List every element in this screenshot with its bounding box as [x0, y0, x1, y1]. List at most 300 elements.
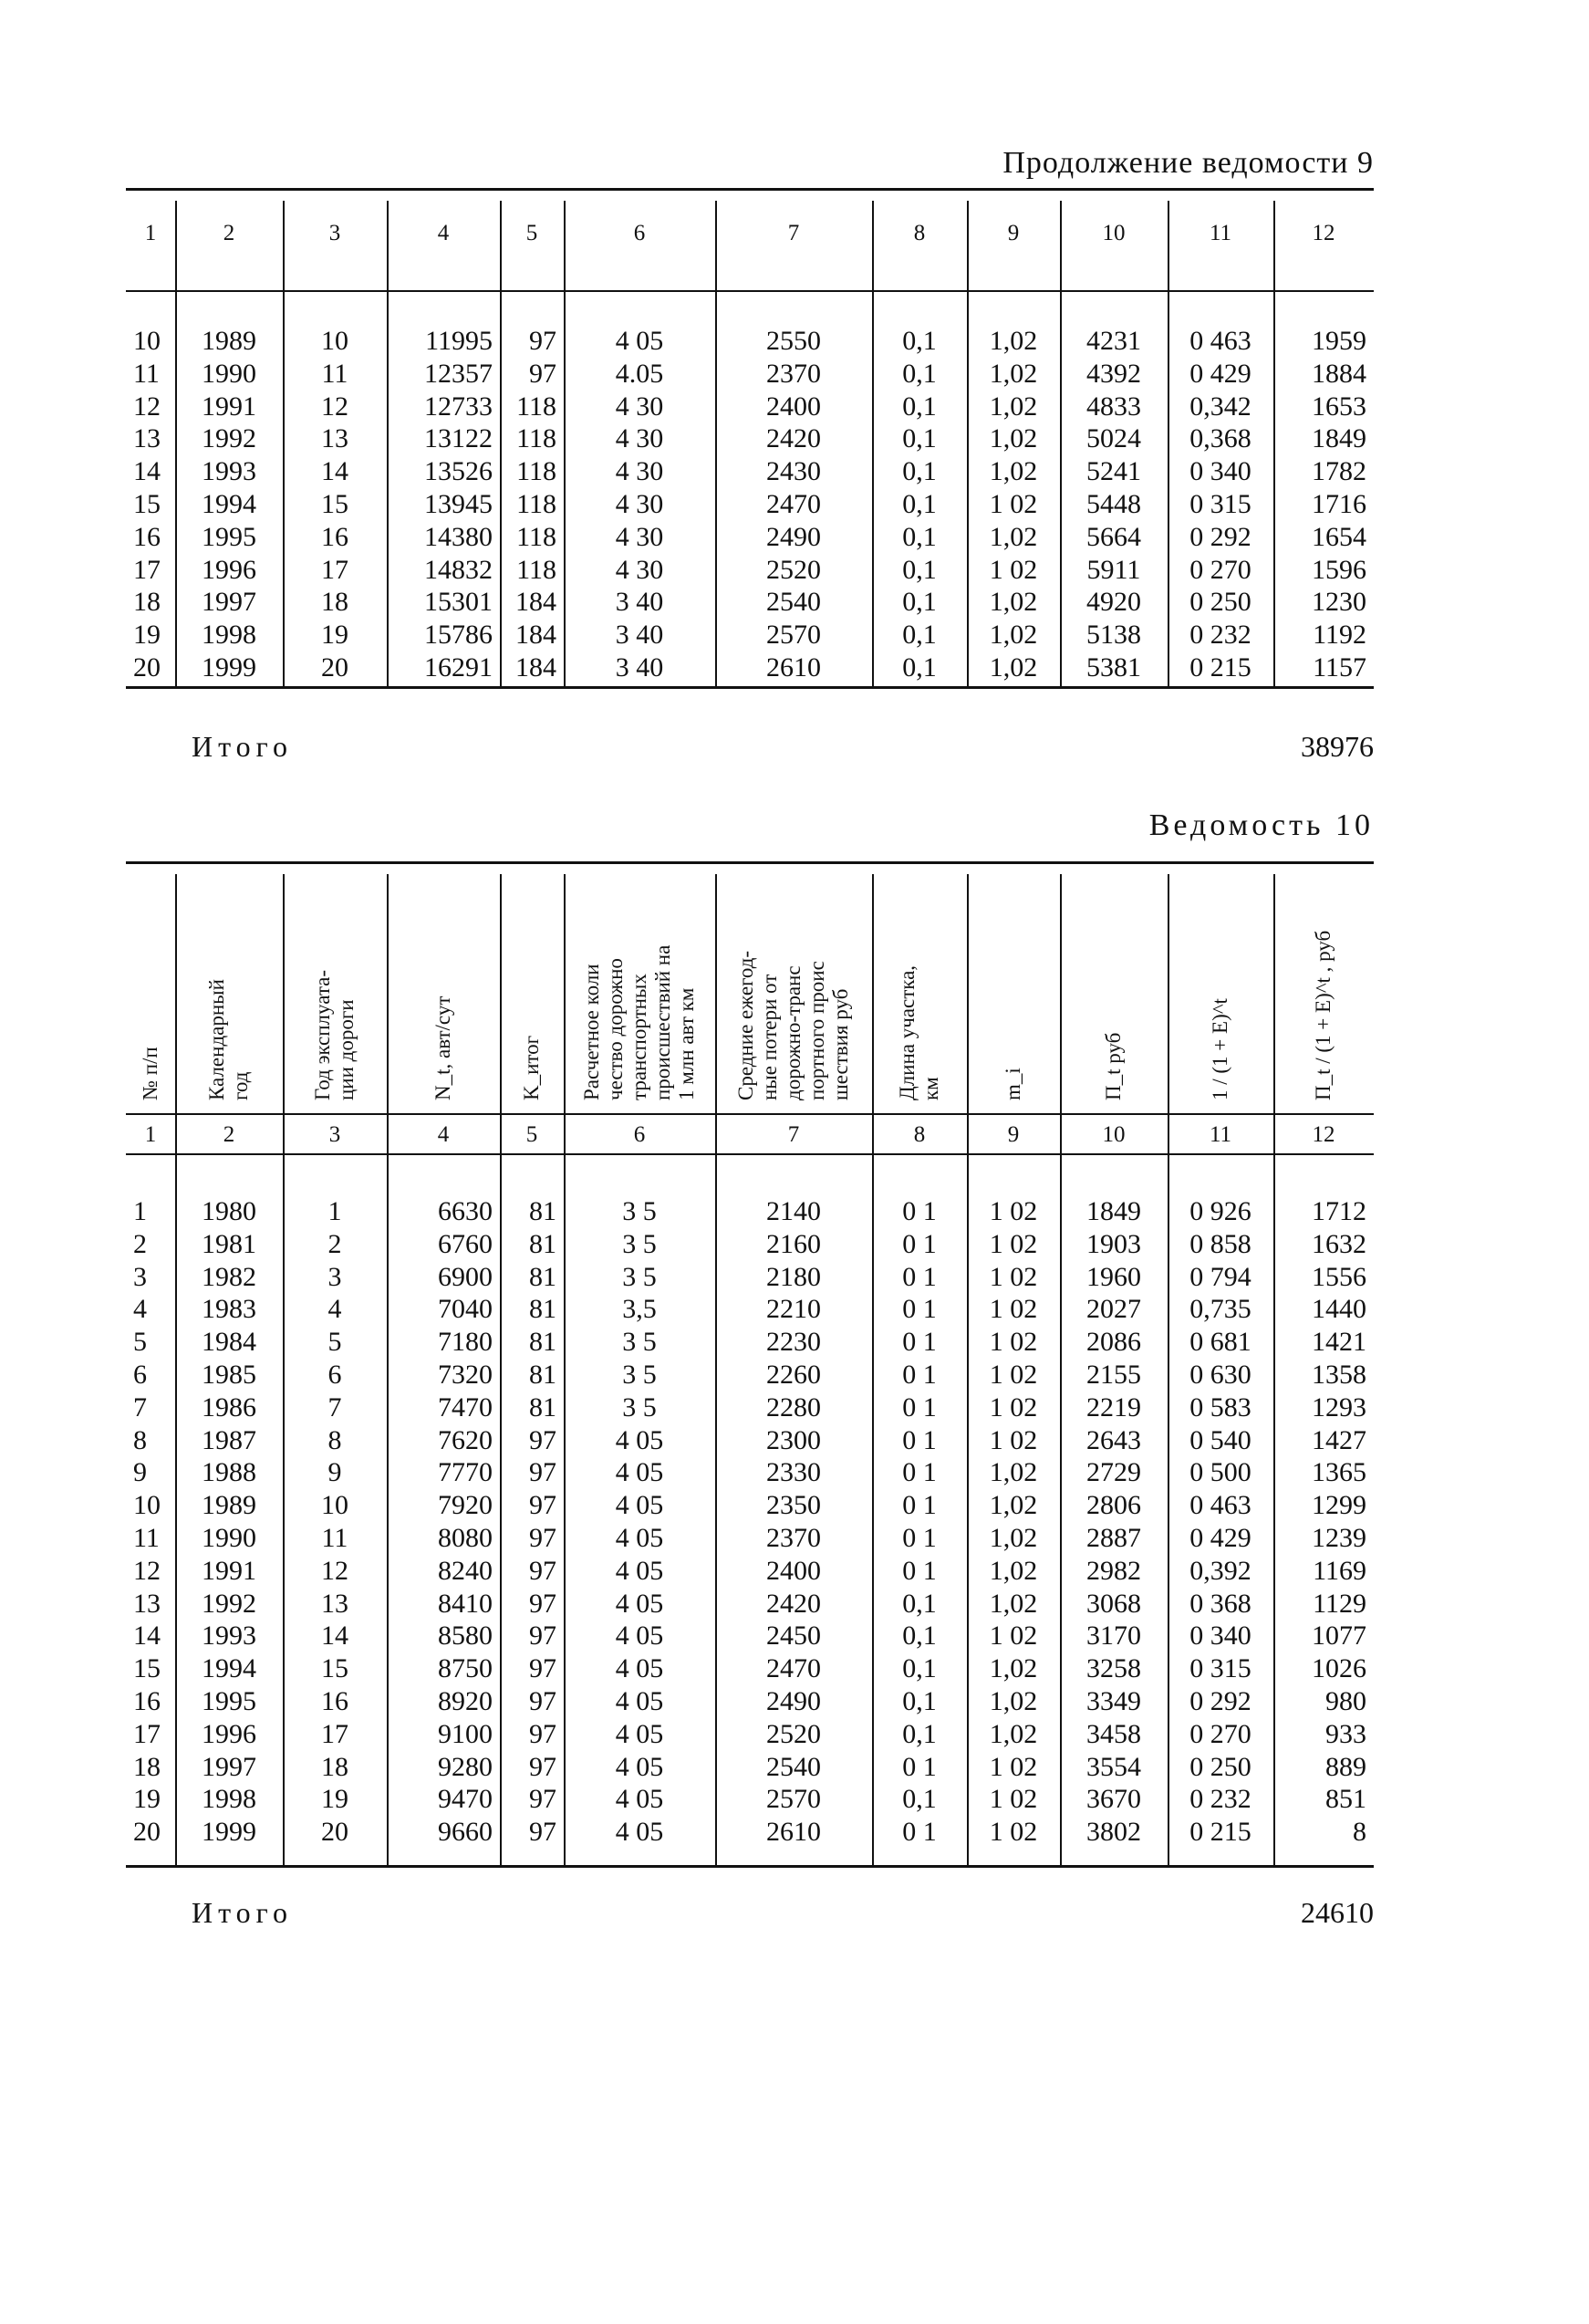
cell-r17-c3: 17	[321, 1718, 348, 1749]
cell-r12-c10: 2982	[1086, 1555, 1141, 1586]
column-12-values	[1281, 325, 1366, 684]
header-number-col-2: 2	[223, 221, 235, 245]
cell-r7-c3: 7	[327, 1391, 342, 1423]
cell-r20-c3: 20	[321, 1817, 348, 1848]
cell-r11-c2: 1999	[202, 651, 256, 683]
cell-r9-c1: 9	[133, 1457, 147, 1488]
cell-r5-c4: 13526	[424, 456, 493, 487]
header-number-col-7: 7	[787, 221, 800, 245]
header-number-col-10: 10	[1102, 221, 1126, 245]
cell-r4-c3: 13	[321, 423, 348, 454]
cell-r11-c11: 0 215	[1189, 651, 1251, 683]
column-6-values	[571, 325, 708, 684]
cell-r1-c2: 1980	[202, 1196, 256, 1226]
cell-r5-c1: 14	[133, 456, 161, 487]
cell-r7-c12: 1654	[1312, 521, 1366, 552]
cell-r4-c12: 1440	[1312, 1294, 1366, 1325]
cell-r8-c6: 4 05	[615, 1424, 664, 1455]
cell-r2-c12: 1884	[1312, 358, 1366, 389]
column-separator-4	[500, 201, 502, 686]
cell-r19-c5: 97	[529, 1784, 556, 1815]
cell-r7-c10: 5664	[1086, 521, 1141, 552]
header-number-col-12: 12	[1312, 1122, 1335, 1147]
cell-r14-c12: 1077	[1312, 1621, 1366, 1652]
cell-r3-c11: 0,342	[1189, 391, 1251, 422]
cell-r8-c7: 2520	[766, 554, 821, 585]
cell-r2-c3: 2	[327, 1228, 342, 1259]
cell-r1-c10: 4231	[1086, 326, 1141, 356]
cell-r19-c7: 2570	[766, 1784, 821, 1815]
header-number-col-4: 4	[437, 221, 450, 245]
cell-r8-c4: 14832	[424, 554, 493, 585]
cell-r13-c10: 3068	[1086, 1588, 1141, 1619]
cell-r6-c11: 0 315	[1189, 488, 1251, 519]
cell-r6-c3: 15	[321, 488, 348, 519]
cell-r12-c11: 0,392	[1189, 1555, 1251, 1586]
cell-r8-c10: 5911	[1086, 554, 1141, 585]
cell-r16-c8: 0,1	[902, 1685, 937, 1716]
column-separator-10	[1168, 874, 1169, 1865]
cell-r18-c11: 0 250	[1189, 1751, 1251, 1782]
cell-r10-c3: 10	[321, 1490, 348, 1521]
cell-r11-c5: 97	[529, 1522, 556, 1553]
header-number-col-5: 5	[525, 1122, 538, 1147]
cell-r3-c12: 1556	[1312, 1261, 1366, 1292]
cell-r2-c5: 81	[529, 1228, 556, 1259]
cell-r7-c4: 14380	[424, 521, 493, 552]
cell-r13-c12: 1129	[1313, 1588, 1366, 1619]
cell-r15-c9: 1,02	[989, 1653, 1038, 1684]
table10-top-rule	[126, 861, 1374, 864]
cell-r6-c5: 118	[516, 488, 556, 519]
cell-r8-c9: 1 02	[989, 554, 1038, 585]
column-2-values	[182, 1195, 275, 1849]
cell-r14-c4: 8580	[438, 1621, 493, 1652]
column-4-values	[394, 325, 493, 684]
cell-r17-c5: 97	[529, 1718, 556, 1749]
cell-r1-c1: 10	[133, 326, 161, 356]
cell-r5-c9: 1 02	[989, 1327, 1038, 1358]
column-3-values	[290, 325, 379, 684]
cell-r3-c9: 1,02	[989, 391, 1038, 422]
column-11-values	[1175, 325, 1266, 684]
column-2-values	[182, 325, 275, 684]
column-separator-11	[1273, 874, 1275, 1865]
cell-r14-c5: 97	[529, 1621, 556, 1652]
cell-r1-c10: 1849	[1086, 1196, 1141, 1226]
cell-r10-c2: 1989	[202, 1490, 256, 1521]
cell-r4-c8: 0,1	[902, 423, 937, 454]
column-9-values	[974, 1195, 1053, 1849]
cell-r6-c8: 0,1	[902, 488, 937, 519]
cell-r7-c6: 3 5	[622, 1391, 657, 1423]
cell-r4-c3: 4	[327, 1294, 342, 1325]
table10-total	[0, 1896, 1589, 1933]
cell-r16-c2: 1995	[202, 1685, 256, 1716]
cell-r5-c7: 2230	[766, 1327, 821, 1358]
cell-r4-c11: 0,368	[1189, 423, 1251, 454]
cell-r9-c4: 7770	[438, 1457, 493, 1488]
cell-r15-c5: 97	[529, 1653, 556, 1684]
column-1-values	[133, 325, 168, 684]
cell-r7-c12: 1293	[1312, 1391, 1366, 1423]
cell-r10-c9: 1,02	[989, 1490, 1038, 1521]
cell-r11-c1: 11	[133, 1522, 160, 1553]
cell-r9-c7: 2330	[766, 1457, 821, 1488]
cell-r2-c9: 1 02	[989, 1228, 1038, 1259]
cell-r8-c9: 1 02	[989, 1424, 1038, 1455]
cell-r9-c9: 1,02	[989, 587, 1038, 618]
cell-r11-c4: 16291	[424, 651, 493, 683]
cell-r10-c10: 5138	[1086, 620, 1141, 651]
cell-r2-c1: 11	[133, 358, 160, 389]
cell-r2-c1: 2	[133, 1228, 147, 1259]
cell-r4-c4: 7040	[438, 1294, 493, 1325]
cell-r3-c11: 0 794	[1189, 1261, 1251, 1292]
cell-r5-c5: 118	[516, 456, 556, 487]
cell-r8-c3: 17	[321, 554, 348, 585]
cell-r20-c9: 1 02	[989, 1817, 1038, 1848]
cell-r16-c10: 3349	[1086, 1685, 1141, 1716]
cell-r14-c6: 4 05	[615, 1621, 664, 1652]
cell-r16-c7: 2490	[766, 1685, 821, 1716]
cell-r8-c1: 17	[133, 554, 161, 585]
cell-r7-c5: 81	[529, 1391, 556, 1423]
cell-r14-c1: 14	[133, 1621, 161, 1652]
cell-r13-c2: 1992	[202, 1588, 256, 1619]
cell-r7-c1: 16	[133, 521, 161, 552]
cell-r10-c9: 1,02	[989, 620, 1038, 651]
column-separator-5	[564, 201, 566, 686]
cell-r18-c2: 1997	[202, 1751, 256, 1782]
column-separator-6	[715, 201, 717, 686]
table9-top-rule	[126, 188, 1374, 191]
cell-r9-c3: 9	[327, 1457, 342, 1488]
cell-r2-c11: 0 429	[1189, 358, 1251, 389]
cell-r8-c2: 1987	[202, 1424, 256, 1455]
table10-total-label: Итого	[192, 1896, 293, 1929]
cell-r6-c10: 5448	[1086, 488, 1141, 519]
cell-r2-c10: 4392	[1086, 358, 1141, 389]
cell-r18-c12: 889	[1325, 1751, 1366, 1782]
header-label-col-1: № п/п	[139, 1047, 161, 1100]
cell-r6-c7: 2260	[766, 1359, 821, 1390]
cell-r9-c3: 18	[321, 587, 348, 618]
cell-r11-c5: 184	[515, 651, 556, 683]
cell-r20-c6: 4 05	[615, 1817, 664, 1848]
cell-r10-c8: 0,1	[902, 620, 937, 651]
cell-r1-c9: 1,02	[989, 326, 1038, 356]
cell-r4-c2: 1992	[202, 423, 256, 454]
column-8-values	[879, 325, 960, 684]
cell-r15-c10: 3258	[1086, 1653, 1141, 1684]
cell-r5-c10: 5241	[1086, 456, 1141, 487]
cell-r7-c7: 2490	[766, 521, 821, 552]
cell-r3-c12: 1653	[1312, 391, 1366, 422]
cell-r1-c6: 3 5	[622, 1196, 657, 1226]
cell-r11-c2: 1990	[202, 1522, 256, 1553]
table10-labels-rule	[126, 1113, 1374, 1115]
cell-r3-c8: 0 1	[902, 1261, 937, 1292]
cell-r15-c12: 1026	[1312, 1653, 1366, 1684]
cell-r10-c4: 7920	[438, 1490, 493, 1521]
cell-r1-c4: 6630	[438, 1196, 493, 1226]
header-number-col-3: 3	[328, 221, 341, 245]
cell-r10-c1: 19	[133, 620, 161, 651]
cell-r6-c2: 1985	[202, 1359, 256, 1390]
cell-r5-c4: 7180	[438, 1327, 493, 1358]
cell-r10-c7: 2350	[766, 1490, 821, 1521]
cell-r10-c11: 0 463	[1189, 1490, 1251, 1521]
cell-r4-c10: 2027	[1086, 1294, 1141, 1325]
cell-r9-c11: 0 250	[1189, 587, 1251, 618]
cell-r5-c2: 1984	[202, 1327, 256, 1358]
header-number-col-11: 11	[1209, 1122, 1232, 1147]
table9-total	[0, 730, 1589, 766]
cell-r16-c12: 980	[1325, 1685, 1366, 1716]
cell-r16-c9: 1,02	[989, 1685, 1038, 1716]
cell-r9-c5: 184	[515, 587, 556, 618]
cell-r5-c6: 3 5	[622, 1327, 657, 1358]
cell-r2-c7: 2370	[766, 358, 821, 389]
cell-r7-c4: 7470	[438, 1391, 493, 1423]
cell-r19-c8: 0,1	[902, 1784, 937, 1815]
cell-r5-c12: 1782	[1312, 456, 1366, 487]
cell-r7-c1: 7	[133, 1391, 147, 1423]
cell-r12-c6: 4 05	[615, 1555, 664, 1586]
cell-r5-c11: 0 681	[1189, 1327, 1251, 1358]
column-separator-7	[872, 874, 874, 1865]
cell-r6-c9: 1 02	[989, 1359, 1038, 1390]
column-10-values	[1067, 1195, 1160, 1849]
cell-r2-c8: 0 1	[902, 1228, 937, 1259]
cell-r14-c11: 0 340	[1189, 1621, 1251, 1652]
cell-r1-c11: 0 463	[1189, 326, 1251, 356]
header-number-col-1: 1	[144, 1122, 157, 1147]
cell-r13-c1: 13	[133, 1588, 161, 1619]
cell-r20-c8: 0 1	[902, 1817, 937, 1848]
cell-r18-c5: 97	[529, 1751, 556, 1782]
cell-r10-c1: 10	[133, 1490, 161, 1521]
cell-r6-c1: 15	[133, 488, 161, 519]
header-number-col-8: 8	[913, 221, 926, 245]
cell-r8-c1: 8	[133, 1424, 147, 1455]
cell-r7-c6: 4 30	[615, 521, 664, 552]
cell-r6-c4: 7320	[438, 1359, 493, 1390]
column-separator-1	[175, 201, 177, 686]
column-11-values	[1175, 1195, 1266, 1849]
cell-r5-c8: 0,1	[902, 456, 937, 487]
cell-r12-c4: 8240	[438, 1555, 493, 1586]
cell-r11-c10: 5381	[1086, 651, 1141, 683]
cell-r10-c5: 184	[515, 620, 556, 651]
cell-r8-c5: 118	[516, 554, 556, 585]
cell-r12-c8: 0 1	[902, 1555, 937, 1586]
cell-r14-c3: 14	[321, 1621, 348, 1652]
cell-r19-c1: 19	[133, 1784, 161, 1815]
cell-r2-c12: 1632	[1312, 1228, 1366, 1259]
cell-r8-c8: 0 1	[902, 1424, 937, 1455]
cell-r4-c4: 13122	[424, 423, 493, 454]
cell-r17-c12: 933	[1325, 1718, 1366, 1749]
cell-r3-c8: 0,1	[902, 391, 937, 422]
header-number-col-1: 1	[144, 221, 157, 245]
column-5-values	[507, 1195, 556, 1849]
cell-r5-c11: 0 340	[1189, 456, 1251, 487]
cell-r20-c1: 20	[133, 1817, 161, 1848]
cell-r15-c6: 4 05	[615, 1653, 664, 1684]
cell-r1-c6: 4 05	[615, 326, 664, 356]
cell-r4-c8: 0 1	[902, 1294, 937, 1325]
cell-r16-c4: 8920	[438, 1685, 493, 1716]
cell-r3-c10: 1960	[1086, 1261, 1141, 1292]
cell-r17-c10: 3458	[1086, 1718, 1141, 1749]
column-12-values	[1281, 1195, 1366, 1849]
cell-r7-c8: 0,1	[902, 521, 937, 552]
cell-r13-c7: 2420	[766, 1588, 821, 1619]
cell-r17-c11: 0 270	[1189, 1718, 1251, 1749]
cell-r14-c10: 3170	[1086, 1621, 1141, 1652]
cell-r11-c11: 0 429	[1189, 1522, 1251, 1553]
cell-r18-c9: 1 02	[989, 1751, 1038, 1782]
cell-r15-c8: 0,1	[902, 1653, 937, 1684]
cell-r4-c6: 4 30	[615, 423, 664, 454]
header-number-col-8: 8	[913, 1122, 926, 1147]
cell-r4-c7: 2420	[766, 423, 821, 454]
cell-r19-c4: 9470	[438, 1784, 493, 1815]
cell-r9-c4: 15301	[424, 587, 493, 618]
cell-r4-c1: 13	[133, 423, 161, 454]
cell-r11-c6: 3 40	[615, 651, 664, 683]
cell-r4-c1: 4	[133, 1294, 147, 1325]
column-separator-11	[1273, 201, 1275, 686]
header-number-col-2: 2	[223, 1122, 235, 1147]
cell-r2-c7: 2160	[766, 1228, 821, 1259]
cell-r12-c7: 2400	[766, 1555, 821, 1586]
cell-r1-c4: 11995	[425, 326, 493, 356]
cell-r16-c6: 4 05	[615, 1685, 664, 1716]
cell-r3-c3: 12	[321, 391, 348, 422]
column-separator-1	[175, 874, 177, 1865]
cell-r3-c9: 1 02	[989, 1261, 1038, 1292]
cell-r3-c7: 2180	[766, 1261, 821, 1292]
cell-r3-c1: 3	[133, 1261, 147, 1292]
header-number-col-5: 5	[525, 221, 538, 245]
cell-r13-c3: 13	[321, 1588, 348, 1619]
cell-r3-c6: 3 5	[622, 1261, 657, 1292]
cell-r7-c3: 16	[321, 521, 348, 552]
cell-r16-c5: 97	[529, 1685, 556, 1716]
table10-bottom-rule	[126, 1865, 1374, 1868]
cell-r4-c11: 0,735	[1189, 1294, 1251, 1325]
cell-r9-c7: 2540	[766, 587, 821, 618]
cell-r7-c9: 1 02	[989, 1391, 1038, 1423]
cell-r14-c9: 1 02	[989, 1621, 1038, 1652]
cell-r5-c2: 1993	[202, 456, 256, 487]
cell-r6-c3: 6	[327, 1359, 342, 1390]
cell-r19-c3: 19	[321, 1784, 348, 1815]
cell-r17-c9: 1,02	[989, 1718, 1038, 1749]
cell-r18-c10: 3554	[1086, 1751, 1141, 1782]
cell-r5-c5: 81	[529, 1327, 556, 1358]
cell-r9-c2: 1997	[202, 587, 256, 618]
table10-total-value: 24610	[1301, 1896, 1374, 1929]
cell-r8-c6: 4 30	[615, 554, 664, 585]
header-number-col-6: 6	[633, 221, 646, 245]
cell-r5-c12: 1421	[1312, 1327, 1366, 1358]
cell-r11-c4: 8080	[438, 1522, 493, 1553]
cell-r4-c6: 3,5	[622, 1294, 657, 1325]
column-separator-2	[283, 201, 285, 686]
cell-r10-c2: 1998	[202, 620, 256, 651]
cell-r11-c10: 2887	[1086, 1522, 1141, 1553]
cell-r13-c9: 1,02	[989, 1588, 1038, 1619]
cell-r1-c7: 2140	[766, 1196, 821, 1226]
column-4-values	[394, 1195, 493, 1849]
cell-r3-c6: 4 30	[615, 391, 664, 422]
cell-r10-c6: 4 05	[615, 1490, 664, 1521]
column-6-values	[571, 1195, 708, 1849]
header-label-col-3: Год эксплуата- ции дороги	[311, 969, 358, 1100]
header-number-col-6: 6	[633, 1122, 646, 1147]
cell-r1-c7: 2550	[766, 326, 821, 356]
column-8-values	[879, 1195, 960, 1849]
cell-r11-c8: 0 1	[902, 1522, 937, 1553]
cell-r11-c6: 4 05	[615, 1522, 664, 1553]
cell-r5-c10: 2086	[1086, 1327, 1141, 1358]
cell-r12-c2: 1991	[202, 1555, 256, 1586]
cell-r19-c11: 0 232	[1189, 1784, 1251, 1815]
cell-r9-c12: 1230	[1312, 587, 1366, 618]
column-10-values	[1067, 325, 1160, 684]
header-number-col-7: 7	[787, 1122, 800, 1147]
header-number-col-3: 3	[328, 1122, 341, 1147]
cell-r6-c1: 6	[133, 1359, 147, 1390]
cell-r10-c6: 3 40	[615, 620, 664, 651]
cell-r3-c5: 81	[529, 1261, 556, 1292]
cell-r8-c5: 97	[529, 1424, 556, 1455]
column-separator-3	[387, 874, 389, 1865]
cell-r2-c10: 1903	[1086, 1228, 1141, 1259]
cell-r2-c2: 1981	[202, 1228, 256, 1259]
header-label-col-5: K_итог	[520, 1035, 543, 1100]
cell-r7-c10: 2219	[1086, 1391, 1141, 1423]
cell-r14-c7: 2450	[766, 1621, 821, 1652]
cell-r12-c12: 1169	[1313, 1555, 1366, 1586]
header-number-col-10: 10	[1102, 1122, 1126, 1147]
cell-r3-c2: 1982	[202, 1261, 256, 1292]
cell-r8-c4: 7620	[438, 1424, 493, 1455]
table10-caption: Ведомость 10	[1148, 808, 1374, 842]
cell-r8-c8: 0,1	[902, 554, 937, 585]
cell-r13-c4: 8410	[438, 1588, 493, 1619]
cell-r9-c6: 3 40	[615, 587, 664, 618]
cell-r11-c7: 2370	[766, 1522, 821, 1553]
cell-r8-c12: 1427	[1312, 1424, 1366, 1455]
cell-r12-c5: 97	[529, 1555, 556, 1586]
cell-r6-c12: 1716	[1312, 488, 1366, 519]
cell-r11-c3: 11	[321, 1522, 348, 1553]
cell-r14-c2: 1993	[202, 1621, 256, 1652]
header-label-col-7: Средние ежегод- ные потери от дорожно-транс портного проис шествия руб	[734, 950, 852, 1100]
header-number-col-4: 4	[437, 1122, 450, 1147]
cell-r1-c12: 1712	[1312, 1196, 1366, 1226]
cell-r3-c2: 1991	[202, 391, 256, 422]
cell-r7-c8: 0 1	[902, 1391, 937, 1423]
column-separator-3	[387, 201, 389, 686]
column-separator-5	[564, 874, 566, 1865]
cell-r13-c8: 0,1	[902, 1588, 937, 1619]
